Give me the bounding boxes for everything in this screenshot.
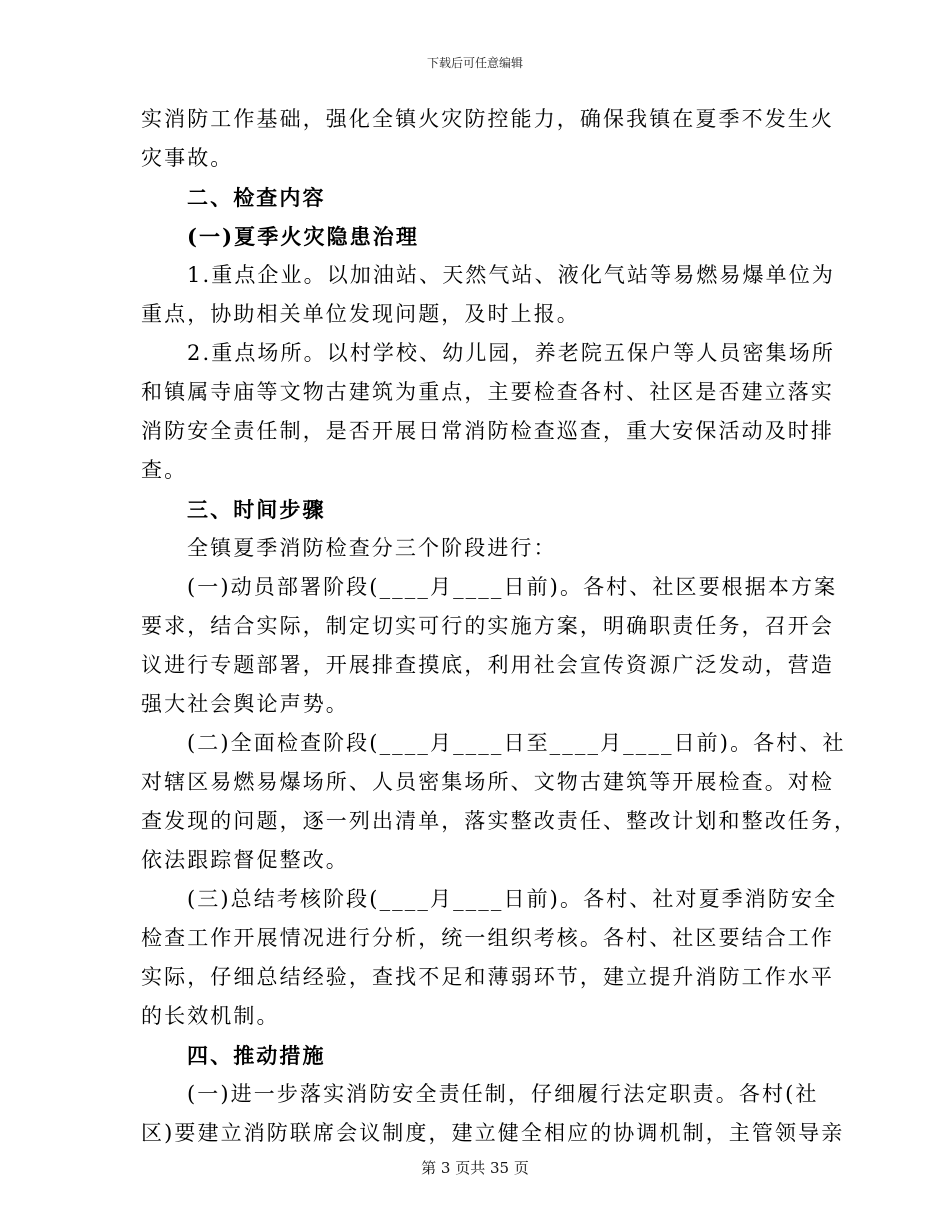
- document-body: [141, 100, 858, 1153]
- section-heading: 二、检查内容: [187, 185, 326, 210]
- body-text-line: (一)动员部署阶段(____月____日前)。各村、社区要根据本方案: [187, 575, 838, 599]
- body-text-line: 重点，协助相关单位发现问题，及时上报。: [141, 302, 580, 326]
- body-text-line: 实消防工作基础，强化全镇火灾防控能力，确保我镇在夏季不发生火: [141, 107, 834, 131]
- body-text-line: 议进行专题部署，开展排查摸底，利用社会宣传资源广泛发动，营造: [141, 653, 834, 677]
- body-text-line: 查发现的问题，逐一列出清单，落实整改责任、整改计划和整改任务，: [141, 809, 858, 833]
- body-text-line: 消防安全责任制，是否开展日常消防检查巡查，重大安保活动及时排: [141, 419, 834, 443]
- body-text-line: 2.重点场所。以村学校、幼儿园，养老院五保户等人员密集场所: [187, 341, 835, 365]
- section-heading: 四、推动措施: [187, 1043, 326, 1068]
- body-text-line: 检查工作开展情况进行分析，统一组织考核。各村、社区要结合工作: [141, 926, 834, 950]
- body-text-line: 要求，结合实际，制定切实可行的实施方案，明确职责任务，召开会: [141, 614, 834, 638]
- body-text-line: 和镇属寺庙等文物古建筑为重点，主要检查各村、社区是否建立落实: [141, 380, 834, 404]
- body-text-line: (二)全面检查阶段(____月____日至____月____日前)。各村、社: [187, 731, 846, 755]
- page-footer-number: 第 3 页共 35 页: [421, 1159, 529, 1177]
- body-text-line: 区)要建立消防联席会议制度，建立健全相应的协调机制，主管领导亲: [141, 1121, 845, 1145]
- body-text-line: 的长效机制。: [141, 1004, 280, 1028]
- body-text-line: (三)总结考核阶段(____月____日前)。各村、社对夏季消防安全: [187, 887, 838, 911]
- body-text-line: 依法跟踪督促整改。: [141, 848, 349, 872]
- body-text-line: 灾事故。: [141, 146, 234, 170]
- body-text-line: 强大社会舆论声势。: [141, 692, 349, 716]
- section-heading: (一)夏季火灾隐患治理: [187, 224, 419, 249]
- body-text-line: 1.重点企业。以加油站、天然气站、液化气站等易燃易爆单位为: [187, 263, 835, 287]
- section-heading: 三、时间步骤: [187, 497, 326, 522]
- body-text-line: 全镇夏季消防检查分三个阶段进行：: [187, 536, 557, 560]
- body-text-line: 查。: [141, 458, 188, 482]
- page-header-note: 下载后可任意编辑: [426, 56, 523, 70]
- body-text-line: 对辖区易燃易爆场所、人员密集场所、文物古建筑等开展检查。对检: [141, 770, 834, 794]
- body-text-line: 实际，仔细总结经验，查找不足和薄弱环节，建立提升消防工作水平: [141, 965, 834, 989]
- body-text-line: (一)进一步落实消防安全责任制，仔细履行法定职责。各村(社: [187, 1082, 819, 1106]
